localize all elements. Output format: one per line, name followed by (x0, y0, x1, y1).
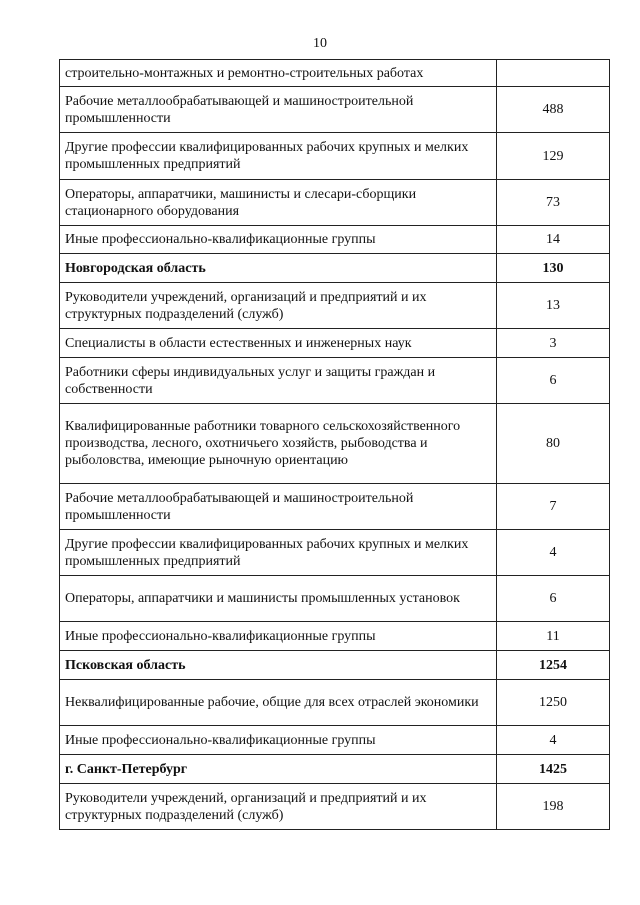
region-name: г. Санкт-Петербург (60, 755, 497, 784)
table-row (60, 60, 610, 87)
occupation-group-label: Квалифицированные работники товарного сельскохозяйственного производства, лесного, охотничьего хозяйств, рыбоводства и рыболовства, имеющие рыночную ориентацию (60, 404, 497, 484)
occupation-group-label: Операторы, аппаратчики и машинисты промышленных установок (60, 576, 497, 622)
count-value: 13 (497, 283, 610, 329)
occupation-group-label: Руководители учреждений, организаций и предприятий и их структурных подразделений (служб) (60, 784, 497, 830)
count-value: 129 (497, 133, 610, 180)
count-value: 4 (497, 726, 610, 755)
table-row (60, 484, 610, 530)
table-row (60, 622, 610, 651)
table-row (60, 576, 610, 622)
table-row (60, 358, 610, 404)
region-row (60, 651, 610, 680)
region-total-value: 1425 (497, 755, 610, 784)
occupation-group-label: Другие профессии квалифицированных рабочих крупных и мелких промышленных предприятий (60, 133, 497, 180)
occupation-group-label: Иные профессионально-квалификационные группы (60, 622, 497, 651)
occupation-group-label: Специалисты в области естественных и инженерных наук (60, 329, 497, 358)
page-number: 10 (313, 36, 327, 51)
occupation-group-label: Рабочие металлообрабатывающей и машиностроительной промышленности (60, 87, 497, 133)
occupation-group-label: строительно-монтажных и ремонтно-строительных работах (60, 60, 497, 87)
count-value (497, 60, 610, 87)
table-body (60, 60, 610, 830)
count-value: 80 (497, 404, 610, 484)
table-row (60, 87, 610, 133)
occupation-group-label: Руководители учреждений, организаций и предприятий и их структурных подразделений (служб) (60, 283, 497, 329)
count-value: 11 (497, 622, 610, 651)
table-row (60, 680, 610, 726)
occupation-group-label: Другие профессии квалифицированных рабочих крупных и мелких промышленных предприятий (60, 530, 497, 576)
table-row (60, 226, 610, 254)
count-value: 7 (497, 484, 610, 530)
region-row (60, 755, 610, 784)
region-name: Псковская область (60, 651, 497, 680)
occupation-group-label: Работники сферы индивидуальных услуг и защиты граждан и собственности (60, 358, 497, 404)
occupation-group-label: Неквалифицированные рабочие, общие для всех отраслей экономики (60, 680, 497, 726)
table-row (60, 180, 610, 226)
region-row (60, 254, 610, 283)
occupation-group-label: Иные профессионально-квалификационные группы (60, 226, 497, 254)
count-value: 6 (497, 576, 610, 622)
count-value: 1250 (497, 680, 610, 726)
count-value: 73 (497, 180, 610, 226)
region-total-value: 1254 (497, 651, 610, 680)
count-value: 6 (497, 358, 610, 404)
count-value: 4 (497, 530, 610, 576)
count-value: 14 (497, 226, 610, 254)
table-row (60, 530, 610, 576)
occupation-group-label: Рабочие металлообрабатывающей и машиностроительной промышленности (60, 484, 497, 530)
table-row (60, 329, 610, 358)
table-row (60, 784, 610, 830)
table-row (60, 283, 610, 329)
table-row (60, 726, 610, 755)
table-row (60, 133, 610, 180)
region-name: Новгородская область (60, 254, 497, 283)
count-value: 488 (497, 87, 610, 133)
table-row (60, 404, 610, 484)
occupation-group-label: Иные профессионально-квалификационные группы (60, 726, 497, 755)
region-total-value: 130 (497, 254, 610, 283)
occupation-group-label: Операторы, аппаратчики, машинисты и слесари-сборщики стационарного оборудования (60, 180, 497, 226)
occupation-table (59, 59, 610, 830)
count-value: 198 (497, 784, 610, 830)
count-value: 3 (497, 329, 610, 358)
